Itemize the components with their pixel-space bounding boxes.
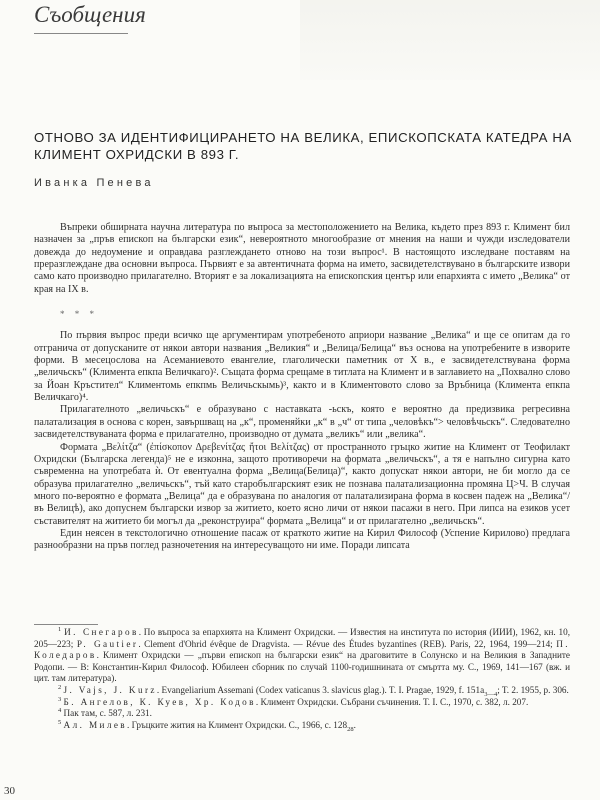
section-separator: * * *	[60, 309, 98, 320]
footnote-text: . Гръцките жития на Климент Охридски. С., 1966, с. 128	[127, 719, 348, 730]
footnote-text: . Климент Охридски. Събрани съчинения. Т. I. С., 1970, с. 382, л. 207.	[255, 696, 529, 707]
section-heading-rule	[34, 33, 128, 34]
footnote-number: 1	[58, 626, 62, 633]
footnote-text: ; T. 2. 1955, p. 306.	[497, 684, 569, 695]
footnote-1	[34, 627, 570, 685]
paragraph: Въпреки обширната научна литература по въпроса за местоположението на Велика, където през 893 г. Климент бил назначен за „пръв епископ на български език“, невероятното многообразие от мнения на наши и чужди изследователи довежда до недоумение и оправдава разглеждането отново на този въпрос¹. В настоящото изследване поставям на преразглеждане два основни въпроса. Първият е за автентичната форма на името, засвидетелствувано в българските извори само като производно прилагателно. Вторият е за локализацията на епископския център или епархията с името „Велика“ от края на IX в.	[34, 222, 570, 295]
footnote-author: Ал. Милев	[63, 719, 128, 730]
footnote-author: J. Vajs, J. Kurz	[63, 684, 157, 695]
article-title: ОТНОВО ЗА ИДЕНТИФИЦИРАНЕТО НА ВЕЛИКА, ЕПИСКОПСКАТА КАТЕДРА НА КЛИМЕНТ ОХРИДСКИ В 893 Г.	[34, 130, 572, 162]
footnote-3	[34, 697, 570, 709]
footnote-number: 4	[58, 707, 62, 715]
footnote-4	[34, 708, 570, 720]
section-heading: Съобщения	[34, 2, 146, 27]
reverse-page-bleed-through	[300, 0, 600, 80]
footnote-number: 5	[58, 718, 62, 726]
footnote-text: . Климент Охридски — „първи епископ на български език“ на драговитите в Солунско и на Великия в Западните Родопи. — В: Константин-Кирил Философ. Юбилеен сборник по случай 1100-годишнината от смъртта му. С., 1969, 141—167 (вж. и цит. там литература).	[34, 650, 570, 684]
footnote-subscript: 3—4	[484, 690, 498, 698]
footnote-text: . По въпроса за епархията на Климент Охридски. — Известия на института по история (ИИИ), 1962, кн. 10, 205—223;	[34, 627, 570, 649]
footnote-author: P. Gautier	[76, 638, 139, 649]
paragraph: Прилагателното „величьскъ“ е образувано с наставката -ьскъ, която е вероятно да предизвика регресивна палатализация в основа с корен, завършващ на „к“, променяйки „к“ в „ч“ от типа „человѣкъ“> человѣчьскъ“. Следователно засвидетелствуваната форма е прилагателно, производно от думата „великъ“ или „велика“.	[34, 404, 570, 441]
footnote-text: . Clement d'Ohrid évêque de Dragvista. — Révue des Études byzantines (REB). Paris, 22, 1964, 199—214;	[138, 638, 557, 649]
paragraph: Формата „Βελίτζα“ (ἐπίσκοπον Δρεβενίτζας ἤτοι Βελίτζας) от пространното гръцко житие на Климент от Теофилакт Охридски (Българска легенда)⁵ не е изконна, защото противоречи на формата „величьскъ“, а тя е напълно сигурна като съвременна на употребата ѝ. От евентуална форма „Велица(Белица)“, както допускат някои автори, не би могло да се образува прилагателно „величьскъ“, тъй като старобългарският език не познава палатализационна промяна Ц>Ч. В случая много по-вероятно е формата „Велица“ да е образувана по аналогия от палатализирана форма в косвен падеж на „Велика“/въ Велицѣ), ако допуснем български извор за житието, което ясно личи от някои пасажи в него. При липса на езиков усет съставителят на житието би могъл да „реконструира“ формата „Велица“ и от прилагателно „величьскъ“.	[34, 441, 570, 527]
footnote-number: 2	[58, 683, 62, 691]
paragraph: По първия въпрос преди всичко ще аргументирам употребеното априори название „Велика“ и ще се опитам да го отгранича от допусканите от някои автори названия „Великия“ и „Велица/Белица“ въз основа на употребените в изворите форми. В месецослова на Асеманиевото евангелие, глаголически паметник от X в., е засвидетелствувана форма „величьскъ“ (Климента епкпа Величкаго)². Същата форма срещаме в титлата на Климент и в заглавието на „Похвално слово за Йоан Кръстител“ Климентомь епкпмь Величьскымь)³, както и в Климентовото слово за Връбница (Климента епкпа Величкаго)⁴.	[34, 330, 570, 404]
footnotes	[34, 627, 570, 731]
footnote-rule	[34, 624, 98, 625]
footnote-text: . Evangeliarium Assemani (Codex vaticanus 3. slavicus glag.). T. I. Pragae, 1929, f. 151a	[156, 684, 485, 695]
footnote-author: И. Снегаров	[64, 627, 139, 637]
footnote-text: .	[353, 719, 356, 730]
footnote-author: П. Коледаров	[34, 638, 570, 661]
footnote-5	[34, 720, 570, 732]
footnote-subscript: 28	[347, 725, 354, 733]
footnote-author: Б. Ангелов, К. Куев, Хр. Кодов	[63, 696, 256, 707]
footnote-2	[34, 685, 570, 697]
article-body	[34, 222, 570, 553]
footnote-text: Пак там, с. 587, л. 231.	[63, 708, 152, 719]
footnote-number: 3	[58, 695, 62, 703]
paragraph: Един неясен в текстологично отношение пасаж от краткото житие на Кирил Философ (Успение Кирилово) предлага разнообразни на пръв поглед разночетения на интересуващото ни име. Поради липсата	[34, 527, 570, 552]
article-author: Иванка Пенева	[34, 177, 154, 189]
page-number: 30	[4, 785, 15, 797]
